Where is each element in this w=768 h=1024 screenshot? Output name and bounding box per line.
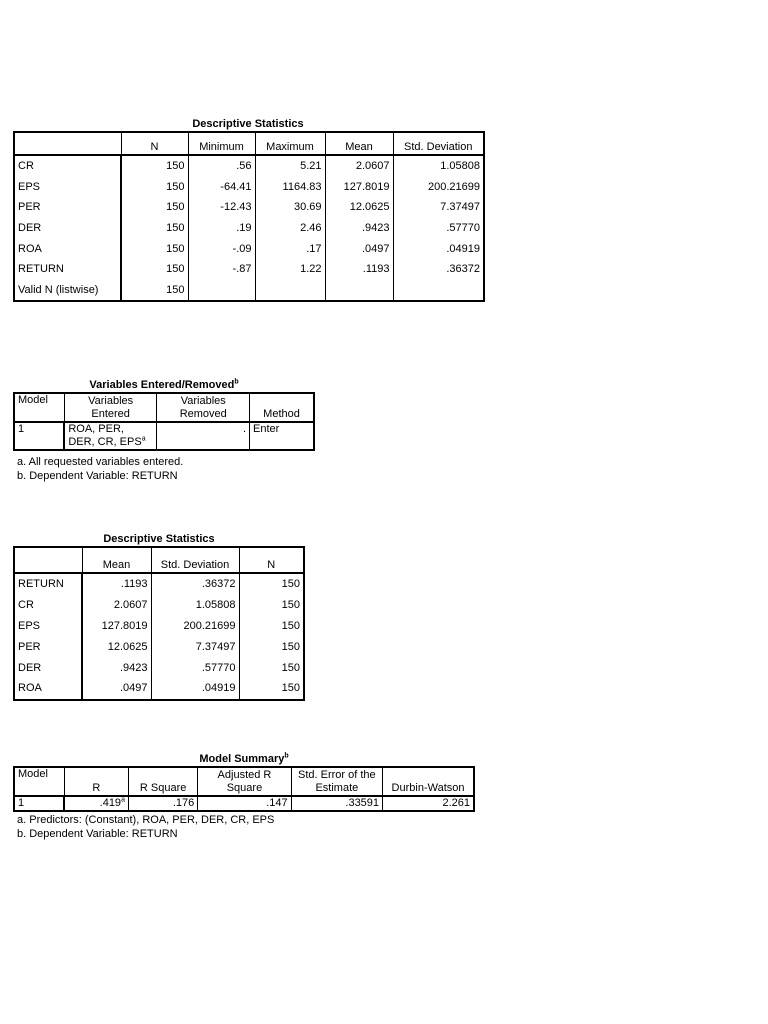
- cell-superscript: a: [121, 796, 125, 804]
- table-cell: .36372: [151, 573, 239, 595]
- title-text: Variables Entered/Removed: [89, 379, 235, 391]
- table-cell: 200.21699: [393, 177, 484, 198]
- descriptive-statistics-block-1: [13, 117, 485, 302]
- column-header-r: [64, 767, 128, 796]
- table-cell: 150: [121, 197, 188, 218]
- table-cell: .9423: [325, 218, 393, 239]
- cell-r-square: .176: [128, 796, 197, 811]
- table-cell: [393, 280, 484, 302]
- table-cell: .9423: [82, 657, 151, 678]
- column-header: Mean: [82, 547, 151, 573]
- table-cell: .56: [188, 155, 255, 177]
- header-line: Entered: [91, 408, 130, 420]
- descriptive-statistics-title-2: Descriptive Statistics: [103, 533, 215, 545]
- table-cell: 30.69: [255, 197, 325, 218]
- descriptive-statistics-title-1: Descriptive Statistics: [192, 118, 304, 130]
- cell-r: [64, 796, 128, 811]
- table-cell: .36372: [393, 259, 484, 280]
- table-cell: -.87: [188, 259, 255, 280]
- table-cell: 150: [239, 678, 304, 700]
- table-row: [14, 177, 484, 198]
- table-cell: [325, 280, 393, 302]
- column-header: Maximum: [255, 132, 325, 155]
- table-row: [14, 657, 304, 678]
- table-row: [14, 422, 314, 450]
- header-line: Method: [263, 408, 300, 420]
- title-text: Model Summary: [199, 753, 285, 765]
- table-cell: [255, 280, 325, 302]
- table-cell: 7.37497: [393, 197, 484, 218]
- row-label: CR: [14, 155, 121, 177]
- row-label: DER: [14, 657, 82, 678]
- column-header-model: [14, 767, 64, 796]
- column-header: [14, 547, 82, 573]
- table-cell: 2.0607: [325, 155, 393, 177]
- table-cell: [188, 280, 255, 302]
- table-cell: .04919: [393, 238, 484, 259]
- row-label: DER: [14, 218, 121, 239]
- footnote-b: b. Dependent Variable: RETURN: [17, 470, 178, 482]
- table-row: [14, 218, 484, 239]
- table-row: [14, 573, 304, 595]
- table-cell: .1193: [325, 259, 393, 280]
- table-cell: 150: [121, 280, 188, 302]
- header-line: Model: [18, 768, 48, 780]
- row-label: RETURN: [14, 259, 121, 280]
- footnote-a: a. Predictors: (Constant), ROA, PER, DER, CR, EPS: [17, 814, 275, 826]
- column-header: Std. Deviation: [151, 547, 239, 573]
- table-cell: .57770: [393, 218, 484, 239]
- table-row: [14, 616, 304, 637]
- header-line: Adjusted R: [217, 769, 272, 781]
- table-cell: -64.41: [188, 177, 255, 198]
- row-label: PER: [14, 197, 121, 218]
- column-header: [14, 132, 121, 155]
- footnote-b: b. Dependent Variable: RETURN: [17, 828, 178, 840]
- column-header-variables-entered: [64, 393, 157, 422]
- cell-variables-entered: [64, 422, 157, 450]
- table-cell: 12.0625: [82, 636, 151, 657]
- header-line: R Square: [139, 782, 187, 794]
- model-summary-block: [13, 752, 475, 840]
- table-row: [14, 259, 484, 280]
- descriptive-statistics-block-2: [13, 532, 305, 701]
- cell-method: Enter: [250, 422, 314, 450]
- variables-entered-removed-title: [13, 378, 315, 392]
- cell-variables-removed: .: [157, 422, 250, 450]
- row-label: EPS: [14, 616, 82, 637]
- cell-line: ROA, PER,: [68, 423, 124, 435]
- table-cell: .0497: [82, 678, 151, 700]
- header-line: Removed: [179, 408, 227, 420]
- table-cell: .0497: [325, 238, 393, 259]
- row-label: EPS: [14, 177, 121, 198]
- model-summary-title: [13, 752, 475, 766]
- row-label: ROA: [14, 678, 82, 700]
- header-line: Variables: [88, 395, 134, 407]
- column-header-model: [14, 393, 64, 422]
- table-cell: .04919: [151, 678, 239, 700]
- table-cell: 1.05808: [393, 155, 484, 177]
- column-header-durbin-watson: [383, 767, 474, 796]
- table-cell: .57770: [151, 657, 239, 678]
- table-row: [14, 155, 484, 177]
- table-cell: 2.0607: [82, 595, 151, 616]
- cell-durbin-watson: 2.261: [383, 796, 474, 811]
- header-line: Std. Error of the: [298, 769, 376, 781]
- table-row: [14, 595, 304, 616]
- column-header: N: [239, 547, 304, 573]
- header-line: Model: [18, 394, 48, 406]
- table-cell: 1.22: [255, 259, 325, 280]
- row-label: ROA: [14, 238, 121, 259]
- row-label: Valid N (listwise): [14, 280, 121, 302]
- table-cell: .17: [255, 238, 325, 259]
- row-label: PER: [14, 636, 82, 657]
- cell-superscript: a: [141, 434, 146, 442]
- column-header-adjusted-r-square: [198, 767, 291, 796]
- header-line: Durbin-Watson: [391, 782, 465, 794]
- cell-value: .419: [99, 797, 122, 810]
- table-cell: 150: [239, 595, 304, 616]
- table-cell: 150: [121, 238, 188, 259]
- header-line: Square: [226, 782, 263, 794]
- header-line: Variables: [180, 395, 226, 407]
- table-cell: 127.8019: [325, 177, 393, 198]
- footnote-a: a. All requested variables entered.: [17, 456, 184, 468]
- column-header: Minimum: [188, 132, 255, 155]
- cell-model: 1: [14, 422, 64, 450]
- column-header-r-square: [128, 767, 197, 796]
- column-header: Mean: [325, 132, 393, 155]
- title-superscript: b: [284, 752, 289, 760]
- table-cell: 150: [239, 636, 304, 657]
- table-cell: 200.21699: [151, 616, 239, 637]
- column-header-method: [250, 393, 314, 422]
- cell-adjusted-r-square: .147: [198, 796, 291, 811]
- table-cell: 150: [121, 218, 188, 239]
- table-cell: -12.43: [188, 197, 255, 218]
- table-row: [14, 636, 304, 657]
- table-body: [14, 155, 484, 301]
- table-row: [14, 197, 484, 218]
- table-cell: -.09: [188, 238, 255, 259]
- row-label: CR: [14, 595, 82, 616]
- model-summary-table: [13, 766, 475, 812]
- table-row: [14, 678, 304, 700]
- table-cell: 150: [121, 155, 188, 177]
- cell-line: DER, CR, EPS: [68, 435, 142, 448]
- table-cell: 12.0625: [325, 197, 393, 218]
- table-cell: 5.21: [255, 155, 325, 177]
- table-cell: .19: [188, 218, 255, 239]
- table-cell: 150: [239, 573, 304, 595]
- row-label: RETURN: [14, 573, 82, 595]
- variables-entered-removed-table: [13, 392, 315, 451]
- descriptive-statistics-table-2: [13, 546, 305, 701]
- table-cell: 7.37497: [151, 636, 239, 657]
- table-cell: 1164.83: [255, 177, 325, 198]
- table-cell: 150: [239, 657, 304, 678]
- cell-std-error: .33591: [291, 796, 382, 811]
- table-cell: 127.8019: [82, 616, 151, 637]
- table-row: [14, 238, 484, 259]
- table-cell: .1193: [82, 573, 151, 595]
- descriptive-statistics-table-1: [13, 131, 485, 302]
- column-header: Std. Deviation: [393, 132, 484, 155]
- column-header-variables-removed: [157, 393, 250, 422]
- table-cell: 150: [121, 177, 188, 198]
- header-line: Estimate: [315, 782, 359, 794]
- table-cell: 1.05808: [151, 595, 239, 616]
- table-cell: 150: [239, 616, 304, 637]
- header-line: R: [92, 782, 101, 794]
- cell-model: 1: [14, 796, 64, 811]
- table-cell: 2.46: [255, 218, 325, 239]
- table-body: [14, 573, 304, 700]
- column-header-std-error: [291, 767, 382, 796]
- table-row: [14, 280, 484, 302]
- table-row: [14, 796, 474, 811]
- column-header: N: [121, 132, 188, 155]
- table-cell: 150: [121, 259, 188, 280]
- title-superscript: b: [234, 378, 239, 386]
- variables-entered-removed-block: [13, 378, 315, 482]
